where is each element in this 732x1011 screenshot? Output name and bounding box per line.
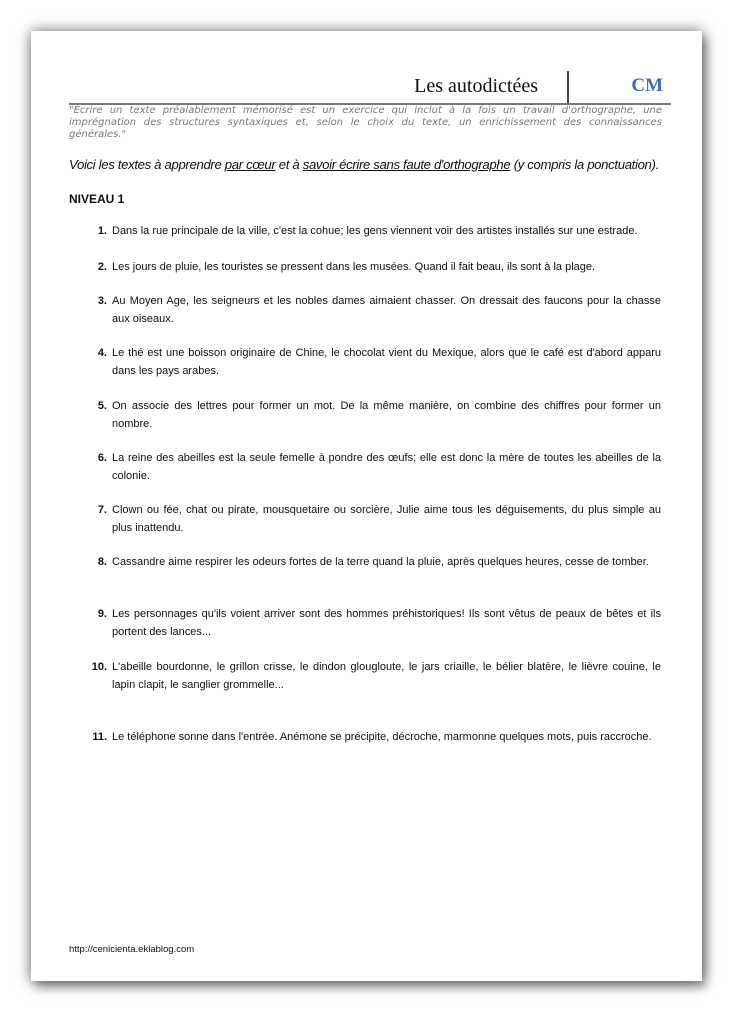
- item-number: 7.: [97, 504, 107, 516]
- intro-sentence: [69, 157, 669, 172]
- item-text: Dans la rue principale de la ville, c'est la cohue; les gens viennent voir des artistes installés sur une estrade.: [112, 225, 638, 237]
- item-number: 5.: [97, 400, 107, 412]
- item-text: L'abeille bourdonne, le grillon crisse, le dindon glougloute, le jars criaille, le bélier blatère, le lièvre couine, le lapin clapit, le sanglier grommelle...: [112, 661, 661, 691]
- intro-text-3: (y compris la ponctuation).: [510, 157, 659, 172]
- level-heading: NIVEAU 1: [69, 192, 125, 206]
- item-text: Le thé est une boisson originaire de Chine, le chocolat vient du Mexique, alors que le café est d'abord apparu dans les pays arabes.: [112, 347, 661, 377]
- intro-text-1: Voici les textes à apprendre: [69, 157, 225, 172]
- item-number: 1.: [97, 225, 107, 237]
- item-text: Les jours de pluie, les touristes se pressent dans les musées. Quand il fait beau, ils sont à la plage.: [112, 261, 596, 273]
- item-text: La reine des abeilles est la seule femelle à pondre des œufs; elle est donc la mère de toutes les abeilles de la colonie.: [112, 452, 661, 482]
- item-number: 3.: [97, 295, 107, 307]
- item-number: 2.: [97, 261, 107, 273]
- item-text: On associe des lettres pour former un mot. De la même manière, on combine des chiffres pour former un nombre.: [112, 400, 661, 430]
- footer-url: http://cenicienta.eklablog.com: [69, 944, 195, 955]
- item-text: Au Moyen Age, les seigneurs et les nobles dames aimaient chasser. On dressait des faucons pour la chasse aux oiseaux.: [112, 295, 661, 325]
- document-title: Les autodictées: [414, 75, 538, 97]
- item-number: 4.: [97, 347, 107, 359]
- item-text: Le téléphone sonne dans l'entrée. Anémone se précipite, décroche, marmonne quelques mots, puis raccroche.: [112, 731, 652, 743]
- epigraph-quote: "Écrire un texte préalablement mémorisé est un exercice qui inclut à la fois un travail d'orthographe, une imprégnation des structures syntaxiques et, selon le choix du texte, un enrichissement des connaissances générales.": [69, 105, 662, 140]
- item-number: 9.: [97, 608, 107, 620]
- level-badge: CM: [631, 75, 663, 96]
- item-number: 8.: [97, 556, 107, 568]
- item-number: 10.: [91, 661, 107, 673]
- intro-text-2: et à: [275, 157, 303, 172]
- header-divider: [567, 71, 569, 103]
- item-text: Les personnages qu'ils voient arriver sont des hommes préhistoriques! Ils sont vêtus de peaux de bêtes et ils portent des lances...: [112, 608, 661, 638]
- intro-underlined-1: par cœur: [224, 157, 276, 172]
- item-number: 6.: [97, 452, 107, 464]
- item-text: Clown ou fée, chat ou pirate, mousquetaire ou sorcière, Julie aime tous les déguisements, du plus simple au plus inattendu.: [112, 504, 661, 534]
- item-text: Cassandre aime respirer les odeurs fortes de la terre quand la pluie, après quelques heures, cesse de tomber.: [112, 556, 649, 568]
- document-page: [31, 31, 702, 981]
- intro-underlined-2: savoir écrire sans faute d'orthographe: [302, 157, 511, 172]
- item-number: 11.: [92, 731, 107, 743]
